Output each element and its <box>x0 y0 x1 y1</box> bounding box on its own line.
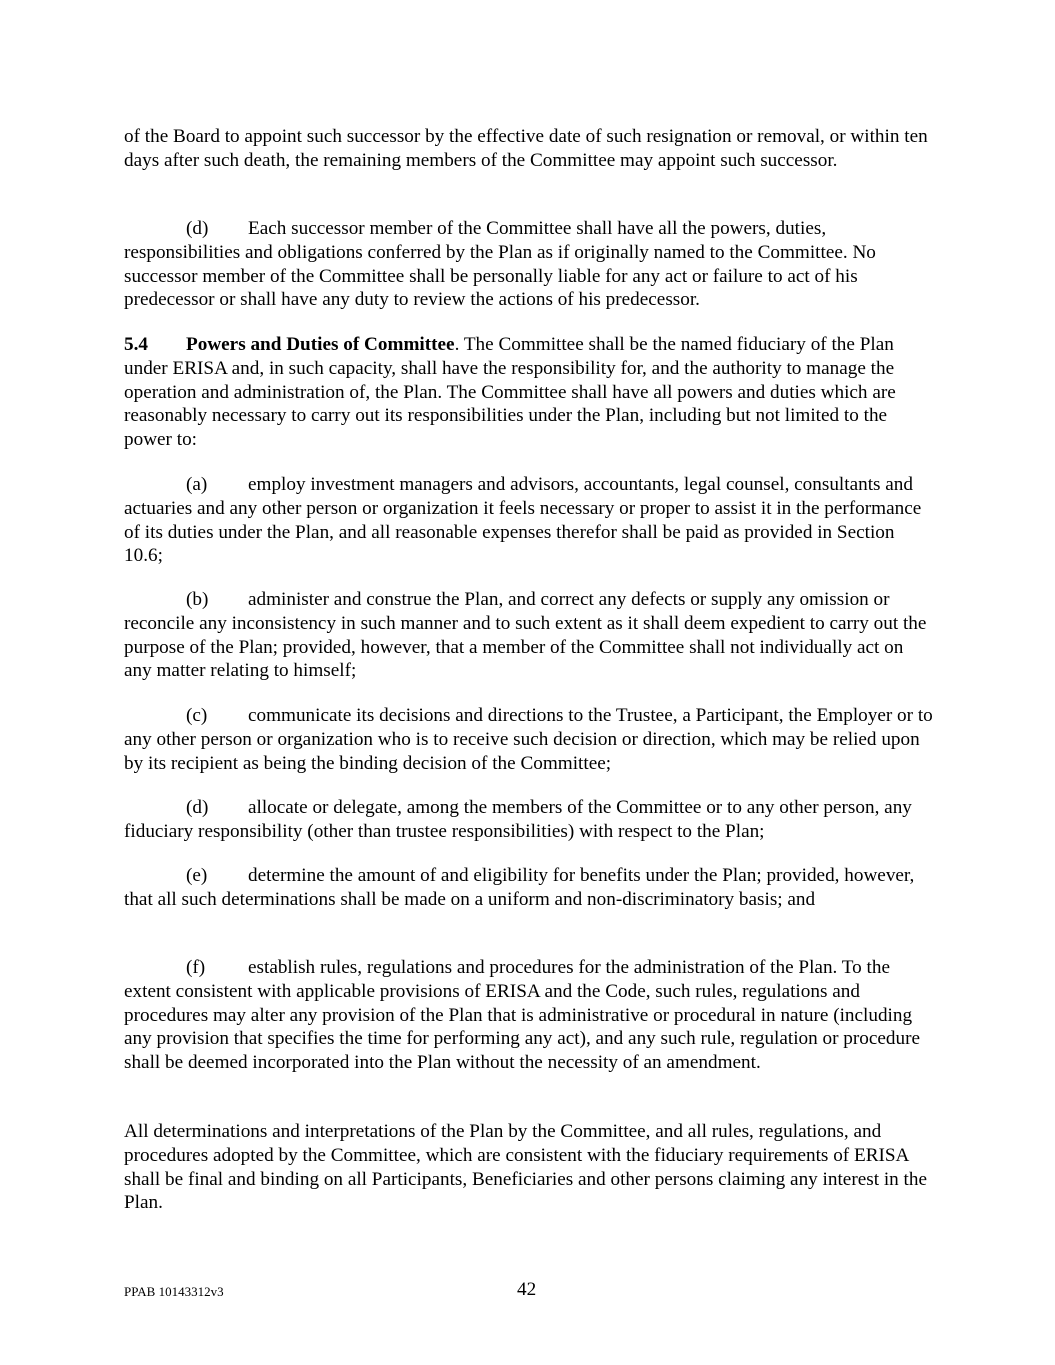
item-text: establish rules, regulations and procedures for the administration of the Plan. To the extent consistent with applicable provisions of ERISA and the Code, such rules, regulations and procedures may alter any provision of the Plan that is administrative or procedural in nature (including any provision that specifies the time for performing any act), and any such rule, regulation or procedure shall be deemed incorporated into the Plan without the necessity of an amendment. <box>124 957 921 1074</box>
section-title: Powers and Duties of Committee <box>186 334 455 355</box>
item-text: Each successor member of the Committee shall have all the powers, duties, responsibilities and obligations conferred by the Plan as if originally named to the Committee. No successor member of the Committee shall be personally liable for any act or failure to act of his predecessor or shall have any duty to review the actions of his predecessor. <box>124 218 876 311</box>
section-5-4 <box>124 333 934 452</box>
item-label: (f) <box>186 957 206 978</box>
item-text: communicate its decisions and directions to the Trustee, a Participant, the Employer or to any other person or organization who is to receive such decision or direction, which may be relied upon by its recipient as being the binding decision of the Committee; <box>124 705 933 774</box>
paragraph-d-successor <box>124 217 934 312</box>
section-text: . The Committee shall be the named fiduciary of the Plan under ERISA and, in such capacity, shall have the responsibility for, and the authority to manage the operation and administration of, the Plan. The Committee shall have all powers and duties which are reasonably necessary to carry out its responsibilities under the Plan, including but not limited to the power to: <box>124 334 896 451</box>
paragraph-closing: All determinations and interpretations of the Plan by the Committee, and all rules, regulations, and procedures adopted by the Committee, which are consistent with the fiduciary requirements of ERISA shall be final and binding on all Participants, Beneficiaries and other persons claiming any interest in the Plan. <box>124 1121 927 1214</box>
item-label: (d) <box>186 218 209 239</box>
paragraph-b <box>124 588 934 683</box>
item-label: (e) <box>186 865 208 886</box>
item-text: determine the amount of and eligibility for benefits under the Plan; provided, however, that all such determinations shall be made on a uniform and non-discriminatory basis; and <box>124 865 915 910</box>
paragraph-a <box>124 473 934 568</box>
paragraph-c <box>124 704 934 775</box>
paragraph-e <box>124 864 934 912</box>
footer-document-id: PPAB 10143312v3 <box>124 1284 224 1299</box>
item-label: (c) <box>186 705 208 726</box>
paragraph-d-allocate <box>124 796 934 844</box>
section-number: 5.4 <box>124 334 148 355</box>
item-label: (a) <box>186 474 208 495</box>
page-number: 42 <box>517 1279 537 1300</box>
item-label: (d) <box>186 797 209 818</box>
item-text: administer and construe the Plan, and correct any defects or supply any omission or reconcile any inconsistency in such manner and to such extent as it shall deem expedient to carry out the purpose of the Plan; provided, however, that a member of the Committee shall not individually act on any matter relating to himself; <box>124 589 927 682</box>
paragraph-f <box>124 956 934 1075</box>
item-text: employ investment managers and advisors, accountants, legal counsel, consultants and actuaries and any other person or organization it feels necessary or proper to assist it in the performance of its duties under the Plan, and all reasonable expenses therefor shall be paid as provided in Section 10.6; <box>124 474 922 567</box>
paragraph-continuation: of the Board to appoint such successor by the effective date of such resignation or removal, or within ten days after such death, the remaining members of the Committee may appoint such successor. <box>124 126 928 171</box>
item-label: (b) <box>186 589 209 610</box>
item-text: allocate or delegate, among the members of the Committee or to any other person, any fiduciary responsibility (other than trustee responsibilities) with respect to the Plan; <box>124 797 912 842</box>
